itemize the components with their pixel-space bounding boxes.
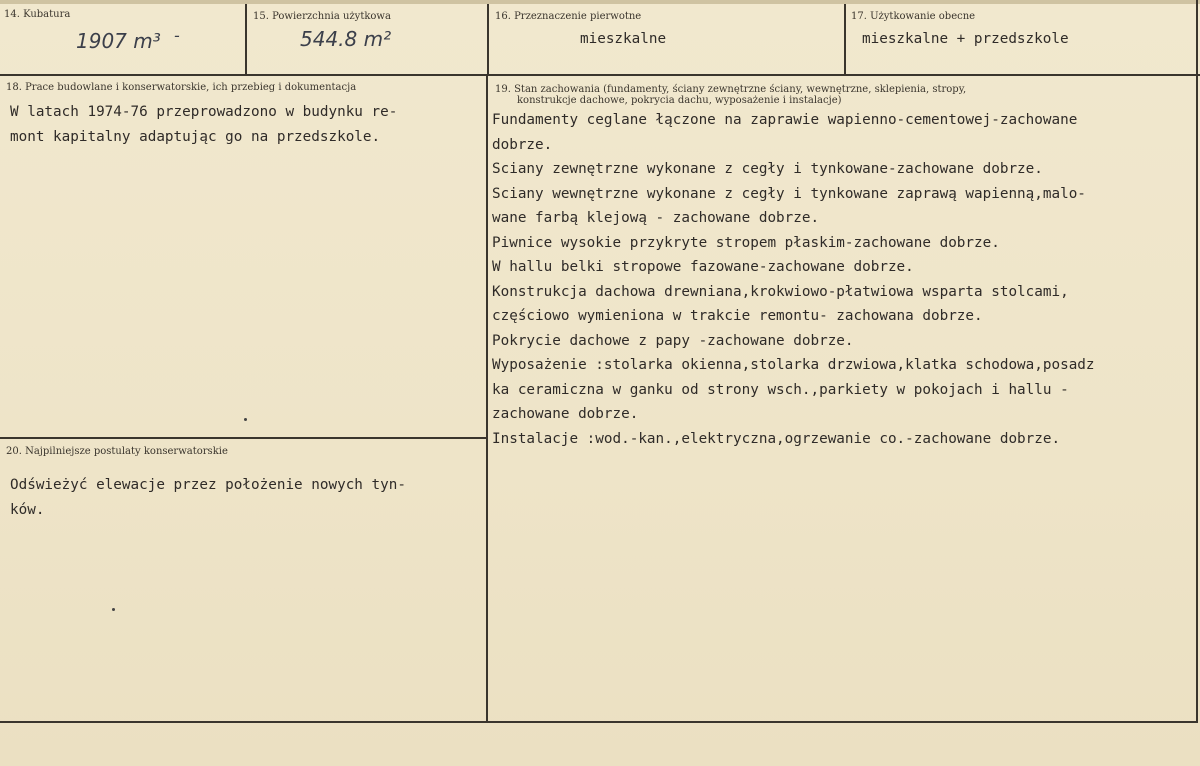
field-16-value: mieszkalne [580,31,667,47]
field-19-line: Pokrycie dachowe z papy -zachowane dobrze. [492,332,854,349]
field-19-line: Wyposażenie :stolarka okienna,stolarka drzwiowa,klatka schodowa,posadz [492,357,1095,373]
field-19-line: częściowo wymieniona w trakcie remontu- zachowana dobrze. [492,308,983,324]
field-19-line: ka ceramiczna w ganku od strony wsch.,parkiety w pokojach i hallu - [492,381,1069,398]
field-20-text [10,473,406,522]
field-17-value: mieszkalne + przedszkole [862,31,1069,47]
field-20-line: ków. [10,501,45,518]
field-20-label: 20. Najpilniejsze postulaty konserwatorskie [6,446,228,457]
field-19-line: wane farbą klejową - zachowane dobrze. [492,210,820,226]
divider-14-15 [245,4,247,75]
field-16-label: 16. Przeznaczenie pierwotne [495,11,642,22]
field-19-line: Konstrukcja dachowa drewniana,krokwiowo-płatwiowa wsparta stolcami, [492,283,1069,300]
paper-speck [112,608,115,611]
field-19-label-line-1: 19. Stan zachowania (fundamenty, ściany zewnętrzne ściany, wewnętrzne, sklepienia, stropy, [495,84,967,95]
top-row-bottom-rule [0,74,1200,76]
field-20-line: Odświeżyć elewacje przez położenie nowych tyn- [10,477,406,493]
paper-speck [244,418,247,421]
field-18-line: mont kapitalny adaptując go na przedszkole. [10,128,381,145]
field-19-line: Piwnice wysokie przykryte stropem płaskim-zachowane dobrze. [492,234,1000,251]
left-right-column-divider [486,75,488,722]
divider-15-16 [487,4,489,75]
field-14-value: 1907 m³ [76,29,161,53]
divider-16-17 [844,4,846,75]
field-18-label: 18. Prace budowlane i konserwatorskie, ich przebieg i dokumentacja [6,82,357,93]
top-edge [0,0,1200,4]
field-14-tick-mark: - [174,26,180,45]
field-19-line: dobrze. [492,136,553,153]
field-19-line: Fundamenty ceglane łączone na zaprawie wapienno-cementowej-zachowane [492,112,1078,128]
field-19-label-line-2: konstrukcje dachowe, pokrycia dachu, wyposażenie i instalacje) [517,95,842,106]
field-17-label: 17. Użytkowanie obecne [851,11,976,22]
field-18-text [10,100,397,149]
field-19-text [492,108,1095,451]
field-15-value: 544.8 m² [300,27,392,51]
section-18-20-rule [0,437,487,439]
bottom-rule [0,721,1198,723]
field-14-label: 14. Kubatura [4,9,71,20]
field-19-line: zachowane dobrze. [492,406,639,422]
field-18-line: W latach 1974-76 przeprowadzono w budynku re- [10,104,398,120]
field-19-line: Sciany wewnętrzne wykonane z cegły i tynkowane zaprawą wapienną,malo- [492,185,1086,202]
right-border [1196,0,1198,722]
field-19-line: W hallu belki stropowe fazowane-zachowane dobrze. [492,259,914,275]
field-15-label: 15. Powierzchnia użytkowa [253,11,391,22]
field-19-line: Instalacje :wod.-kan.,elektryczna,ogrzewanie co.-zachowane dobrze. [492,430,1061,447]
field-19-line: Sciany zewnętrzne wykonane z cegły i tynkowane-zachowane dobrze. [492,161,1043,177]
